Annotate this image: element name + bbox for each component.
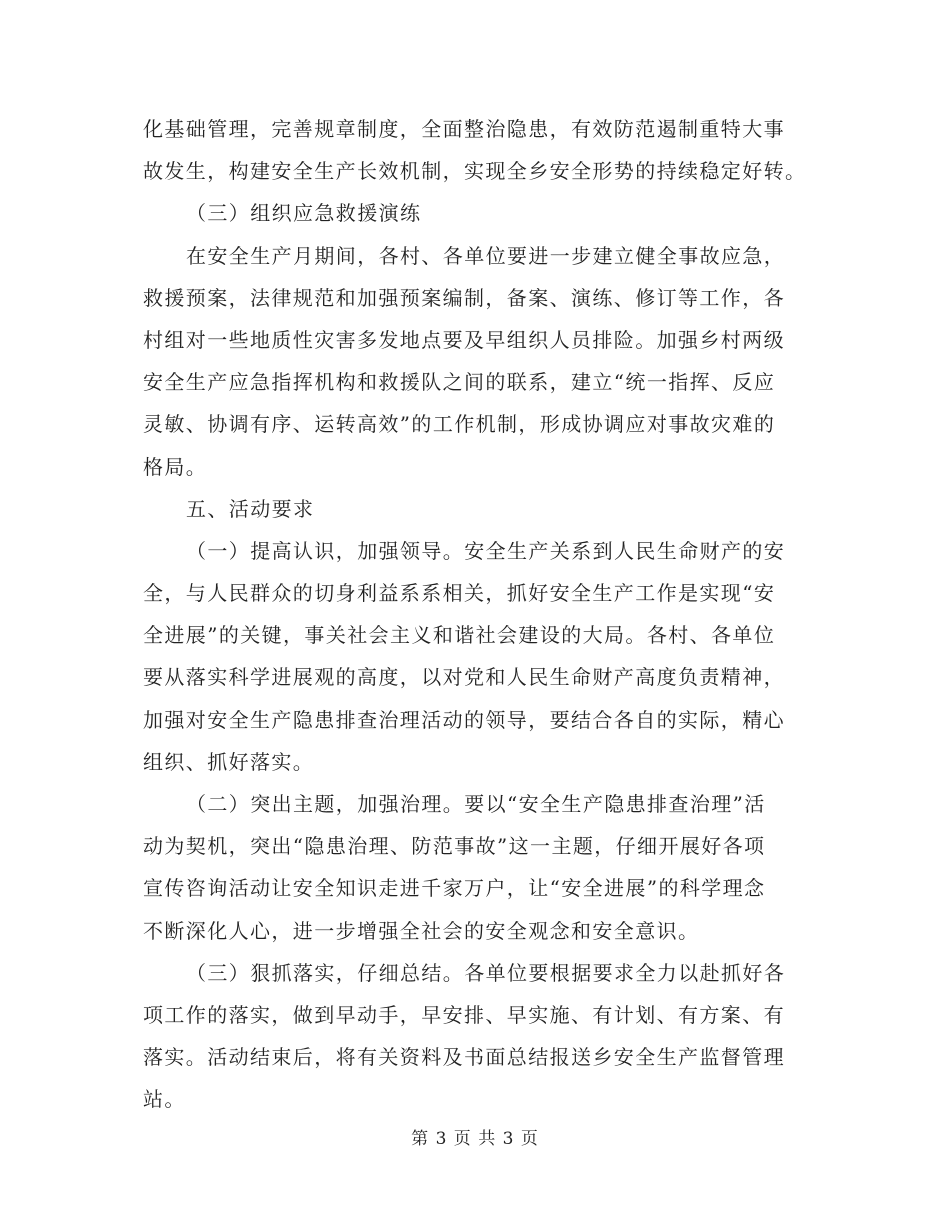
text-line: 五、活动要求	[186, 496, 315, 521]
text-line: 灵敏、协调有序、运转高效”的工作机制，形成协调应对事故灾难的	[143, 412, 776, 437]
text-line: 动为契机，突出“隐患治理、防范事故”这一主题，仔细开展好各项	[143, 834, 766, 859]
text-line: 村组对一些地质性灾害多发地点要及早组织人员排险。加强乡村两级	[143, 327, 785, 352]
text-line: 化基础管理，完善规章制度，全面整治隐患，有效防范遏制重特大事	[143, 117, 785, 141]
text-line: 安全生产应急指挥机构和救援队之间的联系，建立“统一指挥、反应	[143, 370, 776, 395]
text-line: （二）突出主题，加强治理。要以“安全生产隐患排查治理”活	[186, 792, 766, 816]
document-body	[143, 108, 815, 1121]
text-line: 不断深化人心，进一步增强全社会的安全观念和安全意识。	[143, 918, 700, 943]
text-line: 全进展”的关键，事关社会主义和谐社会建设的大局。各村、各单位	[143, 623, 776, 648]
text-line: 站。	[143, 1087, 186, 1112]
text-line: 加强对安全生产隐患排查治理活动的领导，要结合各自的实际，精心	[143, 707, 785, 732]
text-line: 格局。	[143, 454, 208, 479]
text-line: （三）组织应急救援演练	[186, 201, 422, 226]
text-line: 故发生，构建安全生产长效机制，实现全乡安全形势的持续稳定好转。	[143, 159, 807, 184]
text-line: 全，与人民群众的切身利益系系相关，抓好安全生产工作是实现“安	[143, 581, 776, 606]
text-line: 组织、抓好落实。	[143, 749, 315, 774]
text-line: 救援预案，法律规范和加强预案编制，备案、演练、修订等工作，各	[143, 285, 785, 310]
text-line: 落实。活动结束后，将有关资料及书面总结报送乡安全生产监督管理	[143, 1045, 785, 1070]
text-line: （一）提高认识，加强领导。安全生产关系到人民生命财产的安	[186, 538, 786, 563]
text-line: 在安全生产月期间，各村、各单位要进一步建立健全事故应急，	[186, 243, 786, 268]
text-line: （三）狠抓落实，仔细总结。各单位要根据要求全力以赴抓好各	[186, 960, 786, 985]
text-line: 项工作的落实，做到早动手，早安排、早实施、有计划、有方案、有	[143, 1002, 785, 1027]
text-line: 要从落实科学进展观的高度，以对党和人民生命财产高度负责精神，	[143, 665, 785, 690]
page-footer: 第 3 页 共 3 页	[411, 1129, 539, 1149]
text-line: 宣传咨询活动让安全知识走进千家万户，让“安全进展”的科学理念	[143, 876, 766, 901]
